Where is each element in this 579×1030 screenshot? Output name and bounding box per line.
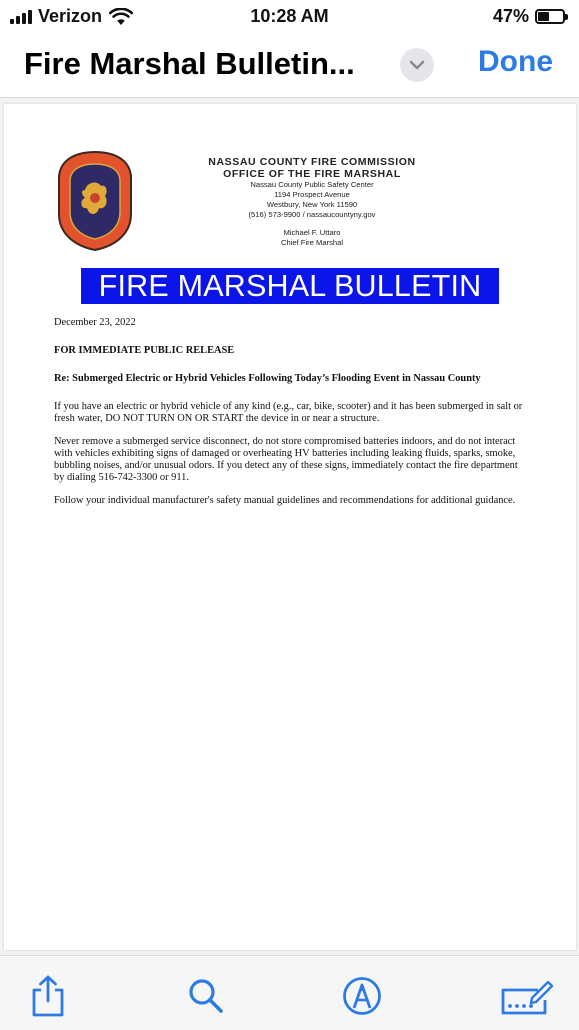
battery-percent: 47% (492, 6, 529, 26)
battery-level-fill (538, 12, 549, 21)
search-icon (186, 976, 226, 1016)
keyboard-button[interactable] (496, 974, 556, 1018)
letterhead-org-line2: OFFICE OF THE FIRE MARSHAL (223, 168, 401, 180)
letterhead-center: Nassau County Public Safety Center (250, 180, 374, 189)
fire-marshal-seal-logo (57, 150, 133, 252)
status-bar (0, 0, 579, 36)
document-body (54, 317, 524, 518)
letterhead (154, 156, 470, 248)
body-paragraph: If you have an electric or hybrid vehicle of any kind (e.g., car, bike, scooter) and it has been submerged in salt or fresh water, DO NOT TURN ON OR START the device in or near a structure. (54, 401, 523, 424)
document-page[interactable] (4, 104, 576, 950)
keyboard-icon (498, 976, 554, 1016)
nav-header (0, 36, 579, 98)
chevron-down-icon (409, 60, 425, 70)
share-icon (28, 974, 68, 1018)
markup-icon (341, 975, 383, 1017)
body-paragraph: Follow your individual manufacturer's safety manual guidelines and recommendations for additional guidance. (54, 495, 516, 506)
release-date: December 23, 2022 (54, 317, 136, 328)
letterhead-org-line1: NASSAU COUNTY FIRE COMMISSION (208, 156, 416, 168)
bulletin-title: FIRE MARSHAL BULLETIN (81, 268, 499, 304)
status-time: 10:28 AM (250, 6, 329, 26)
bottom-toolbar (0, 955, 579, 1030)
markup-button[interactable] (340, 974, 384, 1018)
official-title: Chief Fire Marshal (280, 238, 344, 247)
carrier-name: Verizon (38, 6, 103, 26)
done-button[interactable]: Done (478, 45, 553, 78)
share-button[interactable] (26, 974, 70, 1018)
letterhead-city: Westbury, New York 11590 (266, 200, 358, 209)
battery-icon (535, 9, 565, 24)
subject-line: Re: Submerged Electric or Hybrid Vehicles Following Today’s Flooding Event in Nassau County (54, 373, 481, 384)
status-right (493, 6, 565, 27)
body-paragraph: Never remove a submerged service disconnect, do not store compromised batteries indoors, and do not interact with vehicles exhibiting signs of damaged or overheating HV batteries including leaking fluids, sparks, smoke, bubbling noises, and/or unusual odors. If you detect any of these signs, immediately contact the fire department by dialing 516-742-3300 or 911. (54, 436, 518, 483)
search-button[interactable] (184, 974, 228, 1018)
letterhead-contact: (516) 573-9900 / nassaucountyny.gov (248, 210, 376, 219)
document-title: Fire Marshal Bulletin... (24, 46, 355, 81)
official-name: Michael F. Uttaro (283, 228, 341, 237)
release-heading: FOR IMMEDIATE PUBLIC RELEASE (54, 345, 235, 356)
letterhead-street: 1194 Prospect Avenue (274, 190, 350, 199)
title-menu-button[interactable] (400, 48, 434, 82)
